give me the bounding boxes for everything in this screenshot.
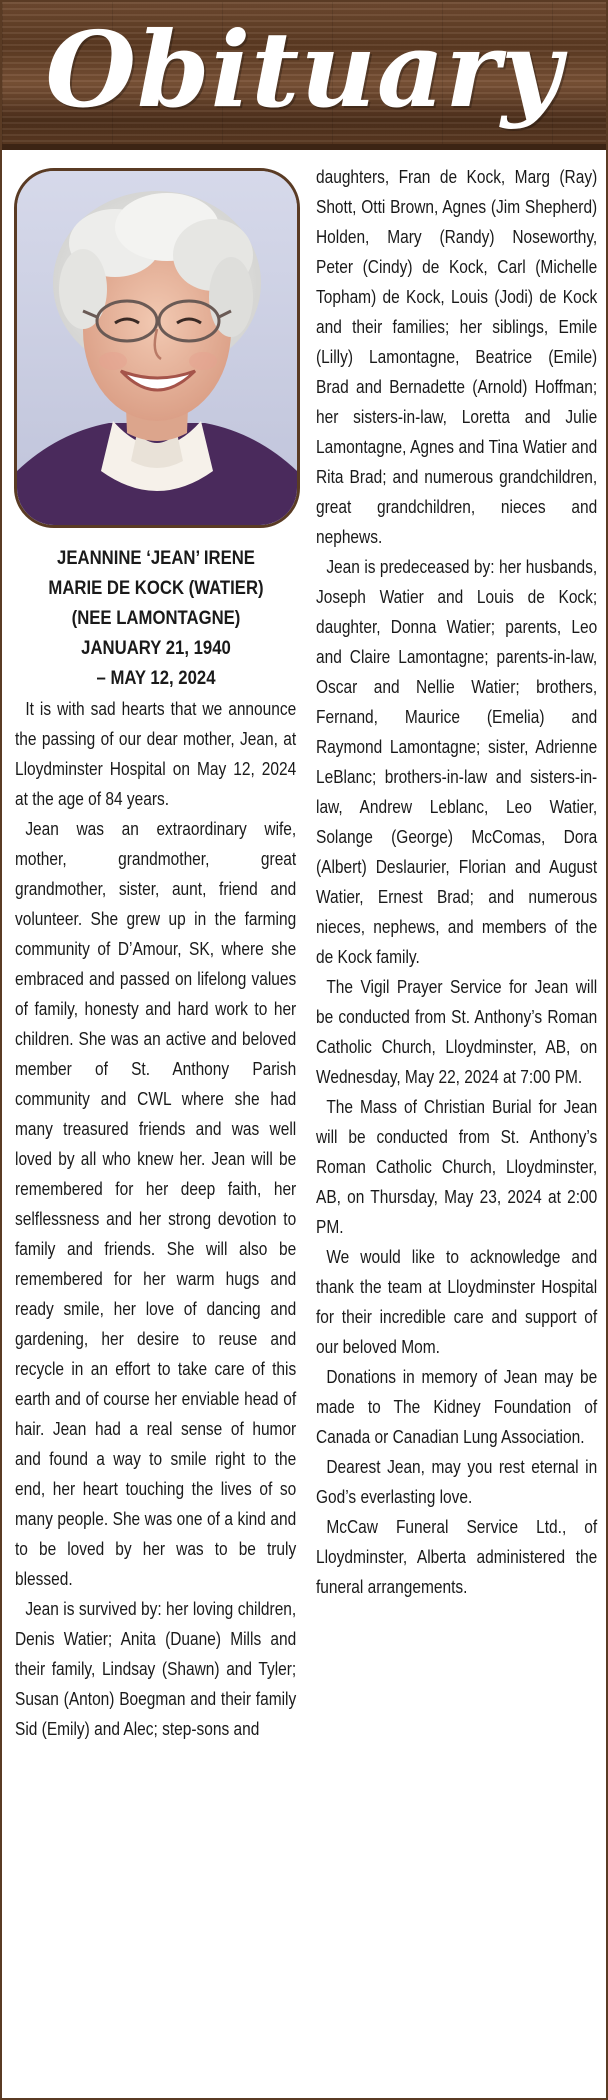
paragraph-survived-by: Jean is survived by: her loving children, Denis Watier; Anita (Duane) Mills and their family, Lindsay (Shawn) and Tyler; Susan (Anton) Boegman and their family Sid (Emily) and Alec; step-sons and bbox=[15, 1599, 297, 1739]
paragraph-farewell: Dearest Jean, may you rest eternal in God’s everlasting love. bbox=[316, 1457, 598, 1507]
obituary-heading bbox=[15, 544, 297, 694]
obituary-text-left bbox=[15, 694, 296, 1744]
paragraph-survived-by-continued: daughters, Fran de Kock, Marg (Ray) Shott, Otti Brown, Agnes (Jim Shepherd) Holden, Mary (Randy) Noseworthy, Peter (Cindy) de Kock, Carl (Michelle Topham) de Kock, Louis (Jodi) de Kock and their families; her siblings, Emile (Lilly) Lamontagne, Beatrice (Emile) Brad and Bernadette (Arnold) Hoffman; her sisters-in-law, Loretta and Julie Lamontagne, Agnes and Tina Watier and Rita Brad; and numerous grandchildren, great grandchildren, nieces and nephews. bbox=[316, 167, 598, 547]
birth-date: JANUARY 21, 1940 bbox=[81, 638, 231, 659]
name-line-1: JEANNINE ‘JEAN’ IRENE bbox=[57, 548, 255, 569]
paragraph-life: Jean was an extraordinary wife, mother, grandmother, great grandmother, sister, aunt, friend and volunteer. She grew up in the farming community of D’Amour, SK, where she embraced and passed on lifelong values of family, honesty and hard work to her children. She was an active and beloved member of St. Anthony Parish community and CWL where she had many treasured friends and was well loved by all who knew her. Jean will be remembered for her deep faith, her selflessness and her strong devotion to family and friends. She will also be remembered for her warm hugs and ready smile, her love of dancing and gardening, her desire to reuse and recycle in an effort to take care of this earth and of course her enviable head of hair. Jean had a real sense of humor and found a way to smile right to the end, her heart touching the lives of so many people. She was one of a kind and to be loved by her was to be truly blessed. bbox=[15, 819, 297, 1589]
name-line-2: MARIE DE KOCK (WATIER) bbox=[48, 578, 264, 599]
portrait-photo bbox=[14, 168, 300, 528]
paragraph-predeceased: Jean is predeceased by: her husbands, Joseph Watier and Louis de Kock; daughter, Donna Watier; parents, Leo and Claire Lamontagne; parents-in-law, Oscar and Nellie Watier; brothers, Fernand, Maurice (Emelia) and Raymond Lamontagne; sister, Adrienne LeBlanc; brothers-in-law and sisters-in-law, Andrew Leblanc, Leo Watier, Solange (George) McComas, Dora (Albert) Deslaurier, Florian and August Watier, Ernest Brad; and numerous nieces, nephews, and members of the de Kock family. bbox=[316, 557, 598, 967]
death-date: – MAY 12, 2024 bbox=[96, 668, 216, 689]
banner-title: Obituary bbox=[45, 8, 563, 131]
paragraph-passing: It is with sad hearts that we announce the passing of our dear mother, Jean, at Lloydminster Hospital on May 12, 2024 at the age of 84 years. bbox=[15, 699, 297, 809]
right-column bbox=[316, 162, 596, 1602]
portrait-illustration bbox=[17, 171, 297, 525]
obituary-banner bbox=[2, 2, 606, 150]
paragraph-funeral-home: McCaw Funeral Service Ltd., of Lloydminster, Alberta administered the funeral arrangements. bbox=[316, 1517, 598, 1597]
left-column bbox=[15, 544, 297, 1744]
paragraph-funeral-mass: The Mass of Christian Burial for Jean will be conducted from St. Anthony’s Roman Catholic Church, Lloydminster, AB, on Thursday, May 23, 2024 at 2:00 PM. bbox=[316, 1097, 598, 1237]
paragraph-donations: Donations in memory of Jean may be made to The Kidney Foundation of Canada or Canadian Lung Association. bbox=[316, 1367, 598, 1447]
obituary-text-right bbox=[316, 162, 597, 1602]
paragraph-vigil-service: The Vigil Prayer Service for Jean will be conducted from St. Anthony’s Roman Catholic Church, Lloydminster, AB, on Wednesday, May 22, 2024 at 7:00 PM. bbox=[316, 977, 598, 1087]
name-line-3: (NEE LAMONTAGNE) bbox=[71, 608, 241, 629]
paragraph-acknowledgement: We would like to acknowledge and thank the team at Lloydminster Hospital for their incredible care and support of our beloved Mom. bbox=[316, 1247, 598, 1357]
